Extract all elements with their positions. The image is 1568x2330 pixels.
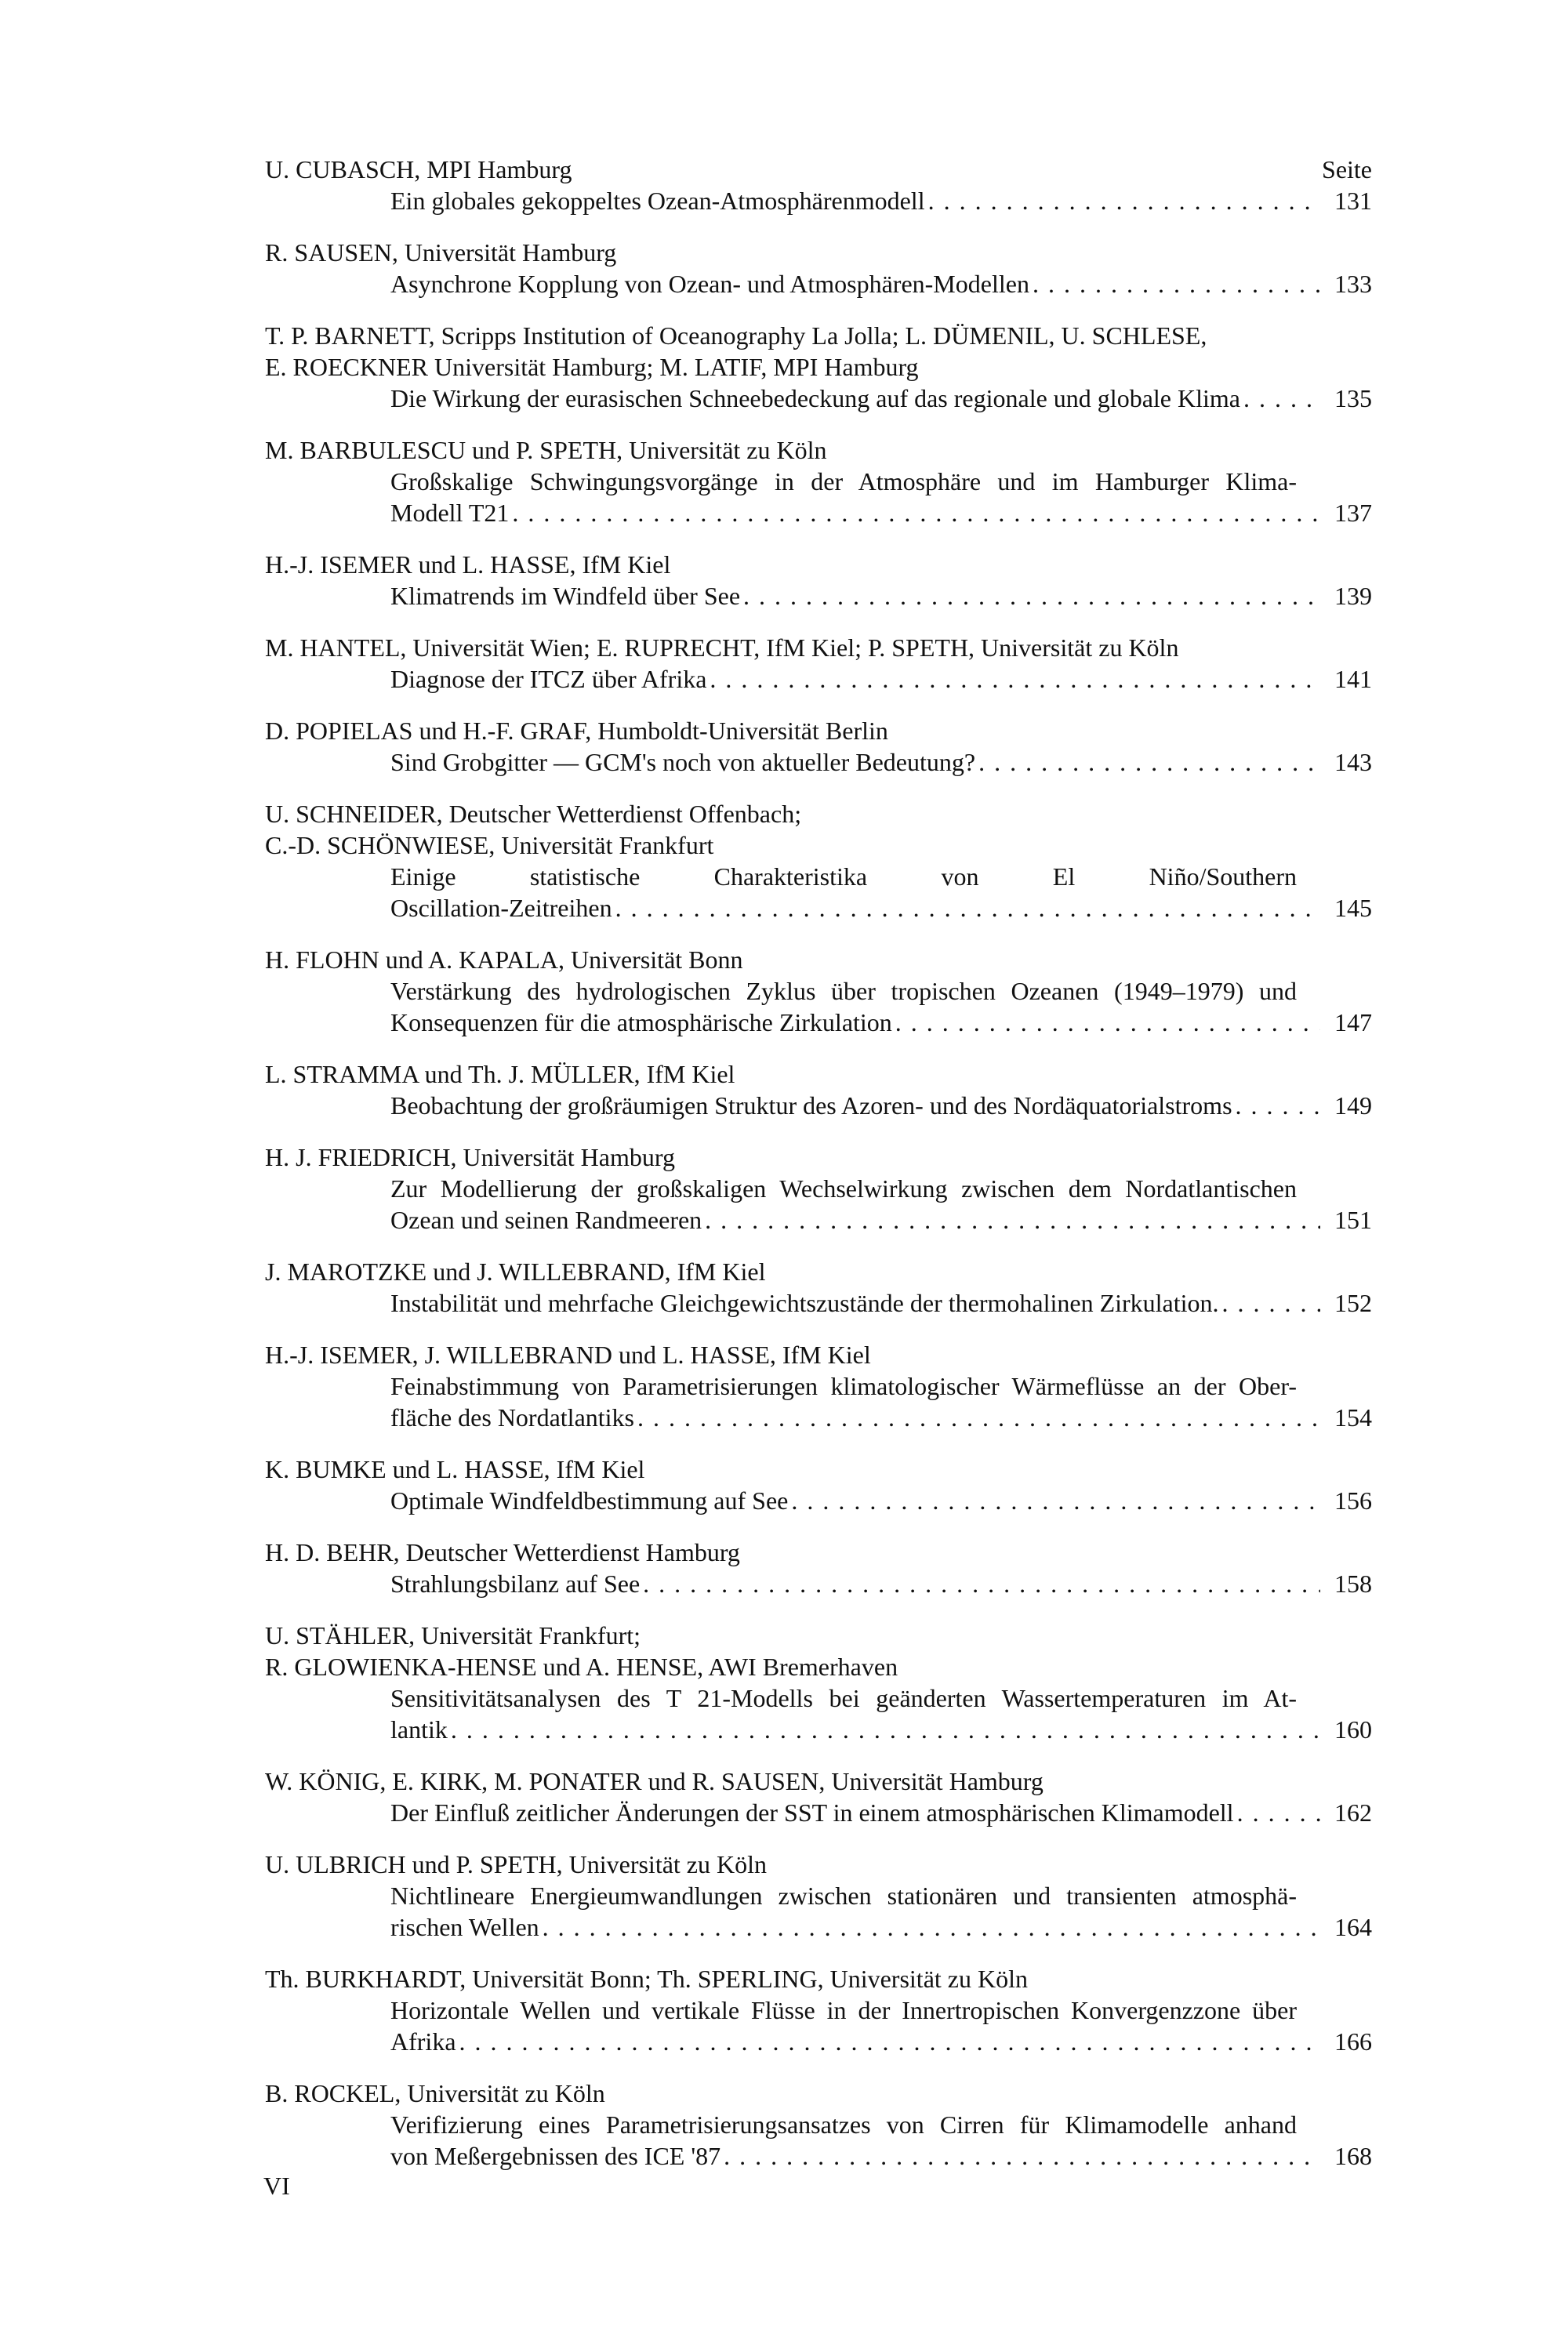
entry-title-text: Asynchrone Kopplung von Ozean- und Atmosphären-Modellen	[390, 270, 1029, 298]
entry-title-line: Horizontale Wellen und vertikale Flüsse in der Innertropischen Konvergenzzone über	[390, 1996, 1297, 2024]
toc-entry	[265, 632, 1372, 695]
page-number: VI	[263, 2172, 290, 2200]
dot-leader	[895, 1007, 1320, 1038]
entry-authors: H. J. FRIEDRICH, Universität Hamburg	[265, 1143, 675, 1171]
entry-title-text: Afrika	[390, 2027, 456, 2056]
entry-authors: E. ROECKNER Universität Hamburg; M. LATIF, MPI Hamburg	[265, 353, 919, 381]
toc-entries	[265, 154, 1372, 2172]
entry-title-last-line	[265, 1287, 1372, 1319]
entry-page-number: 152	[1334, 1289, 1372, 1317]
dot-leader	[543, 1911, 1320, 1943]
entry-page-number: 141	[1334, 665, 1372, 693]
entry-title-last-line	[265, 185, 1372, 216]
toc-entry	[265, 1849, 1372, 1943]
entry-title-line: Feinabstimmung von Parametrisierungen klimatologischer Wärmeflüsse an der Ober-	[390, 1372, 1297, 1400]
entry-title-last-line	[265, 1402, 1372, 1433]
toc-entry	[265, 1537, 1372, 1599]
toc-entry	[265, 944, 1372, 1038]
entry-authors: U. STÄHLER, Universität Frankfurt;	[265, 1621, 641, 1650]
dot-leader	[1237, 1797, 1320, 1828]
entry-title-line: Nichtlineare Energieumwandlungen zwischen stationären und transienten atmosphä-	[390, 1882, 1297, 1910]
dot-leader	[1033, 268, 1320, 299]
entry-title-text: Ein globales gekoppeltes Ozean-Atmosphärenmodell	[390, 187, 925, 215]
entry-authors: R. SAUSEN, Universität Hamburg	[265, 238, 617, 267]
entry-authors: W. KÖNIG, E. KIRK, M. PONATER und R. SAUSEN, Universität Hamburg	[265, 1767, 1044, 1795]
page-column-header: Seite	[1322, 155, 1372, 183]
entry-authors: H. D. BEHR, Deutscher Wetterdienst Hamburg	[265, 1538, 740, 1566]
dot-leader	[1243, 383, 1320, 414]
entry-title-text: Ozean und seinen Randmeeren	[390, 1206, 702, 1234]
entry-page-number: 164	[1334, 1913, 1372, 1941]
entry-title-text: Beobachtung der großräumigen Struktur des Azoren- und des Nordäquatorialstroms	[390, 1091, 1232, 1120]
entry-title-text: Optimale Windfeldbestimmung auf See	[390, 1486, 789, 1515]
entry-page-number: 147	[1334, 1008, 1372, 1036]
dot-leader	[643, 1568, 1320, 1599]
entry-authors: Th. BURKHARDT, Universität Bonn; Th. SPERLING, Universität zu Köln	[265, 1965, 1028, 1993]
toc-entry	[265, 1058, 1372, 1121]
entry-title-last-line	[265, 383, 1372, 414]
toc-entry	[265, 1454, 1372, 1516]
entry-title-text: von Meßergebnissen des ICE '87	[390, 2142, 721, 2170]
dot-leader	[1236, 1090, 1320, 1121]
dot-leader	[978, 746, 1320, 778]
entry-page-number: 158	[1334, 1570, 1372, 1598]
entry-title-line: Großskalige Schwingungsvorgänge in der Atmosphäre und im Hamburger Klima-	[390, 467, 1297, 495]
entry-title-text: Konsequenzen für die atmosphärische Zirkulation	[390, 1008, 892, 1036]
entry-page-number: 149	[1334, 1091, 1372, 1120]
entry-title-last-line	[265, 1568, 1372, 1599]
entry-title-last-line	[265, 892, 1372, 924]
entry-authors: C.-D. SCHÖNWIESE, Universität Frankfurt	[265, 831, 714, 859]
entry-title-text: Diagnose der ITCZ über Afrika	[390, 665, 707, 693]
entry-title-text: Instabilität und mehrfache Gleichgewichtszustände der thermohalinen Zirkulation.	[390, 1289, 1219, 1317]
toc-entry	[265, 434, 1372, 528]
entry-title-text: Oscillation-Zeitreihen	[390, 894, 612, 922]
entry-title-last-line	[265, 1911, 1372, 1943]
toc-entry	[265, 1256, 1372, 1319]
entry-page-number: 143	[1334, 748, 1372, 776]
dot-leader	[928, 185, 1320, 216]
entry-title-line: Sensitivitätsanalysen des T 21-Modells bei geänderten Wassertemperaturen im At-	[390, 1684, 1297, 1712]
entry-title-last-line	[265, 746, 1372, 778]
entry-title-last-line	[265, 2140, 1372, 2172]
entry-title-line: Verifizierung eines Parametrisierungsansatzes von Cirren für Klimamodelle anhand	[390, 2110, 1297, 2139]
entry-authors: L. STRAMMA und Th. J. MÜLLER, IfM Kiel	[265, 1060, 735, 1088]
entry-authors: M. HANTEL, Universität Wien; E. RUPRECHT, IfM Kiel; P. SPETH, Universität zu Köln	[265, 633, 1179, 662]
toc-entry	[265, 320, 1372, 414]
entry-authors: D. POPIELAS und H.-F. GRAF, Humboldt-Universität Berlin	[265, 717, 888, 745]
dot-leader	[637, 1402, 1320, 1433]
entry-page-number: 162	[1334, 1798, 1372, 1827]
entry-title-line: Verstärkung des hydrologischen Zyklus über tropischen Ozeanen (1949–1979) und	[390, 977, 1297, 1005]
entry-authors: R. GLOWIENKA-HENSE und A. HENSE, AWI Bremerhaven	[265, 1653, 898, 1681]
toc-entry	[265, 1339, 1372, 1433]
dot-leader	[512, 497, 1320, 528]
entry-page-number: 156	[1334, 1486, 1372, 1515]
entry-page-number: 151	[1334, 1206, 1372, 1234]
toc-entry	[265, 549, 1372, 612]
toc-entry	[265, 2078, 1372, 2172]
entry-title-last-line	[265, 663, 1372, 695]
entry-title-text: Die Wirkung der eurasischen Schneebedeckung auf das regionale und globale Klima	[390, 384, 1240, 412]
entry-title-text: Sind Grobgitter — GCM's noch von aktueller Bedeutung?	[390, 748, 976, 776]
entry-authors: U. ULBRICH und P. SPETH, Universität zu Köln	[265, 1850, 767, 1878]
dot-leader	[705, 1204, 1320, 1236]
dot-leader	[724, 2140, 1320, 2172]
entry-title-last-line	[265, 1204, 1372, 1236]
entry-title-line: Einige statistische Charakteristika von El Niño/Southern	[390, 862, 1297, 891]
dot-leader	[1222, 1287, 1320, 1319]
dot-leader	[451, 1714, 1320, 1745]
entry-authors: U. CUBASCH, MPI Hamburg	[265, 155, 572, 183]
entry-authors: J. MAROTZKE und J. WILLEBRAND, IfM Kiel	[265, 1258, 766, 1286]
toc-entry	[265, 154, 1372, 216]
entry-title-last-line	[265, 497, 1372, 528]
table-of-contents	[265, 154, 1372, 2192]
toc-entry	[265, 1766, 1372, 1828]
dot-leader	[743, 580, 1320, 612]
entry-title-last-line	[265, 1797, 1372, 1828]
entry-title-last-line	[265, 1714, 1372, 1745]
entry-authors: M. BARBULESCU und P. SPETH, Universität zu Köln	[265, 436, 827, 464]
entry-page-number: 133	[1334, 270, 1372, 298]
dot-leader	[710, 663, 1320, 695]
entry-page-number: 131	[1334, 187, 1372, 215]
toc-entry	[265, 715, 1372, 778]
entry-title-last-line	[265, 268, 1372, 299]
entry-authors: U. SCHNEIDER, Deutscher Wetterdienst Offenbach;	[265, 800, 802, 828]
entry-page-number: 139	[1334, 582, 1372, 610]
entry-authors: B. ROCKEL, Universität zu Köln	[265, 2079, 605, 2107]
entry-page-number: 145	[1334, 894, 1372, 922]
entry-title-text: Klimatrends im Windfeld über See	[390, 582, 741, 610]
entry-page-number: 135	[1334, 384, 1372, 412]
toc-entry	[265, 1141, 1372, 1236]
entry-title-last-line	[265, 2026, 1372, 2057]
entry-page-number: 168	[1334, 2142, 1372, 2170]
entry-authors: T. P. BARNETT, Scripps Institution of Oceanography La Jolla; L. DÜMENIL, U. SCHLESE,	[265, 321, 1207, 350]
toc-entry	[265, 1963, 1372, 2057]
entry-title-text: Der Einfluß zeitlicher Änderungen der SST in einem atmosphärischen Klimamodell	[390, 1798, 1234, 1827]
toc-entry	[265, 237, 1372, 299]
entry-title-text: lantik	[390, 1715, 448, 1744]
entry-title-last-line	[265, 1007, 1372, 1038]
toc-entry	[265, 1620, 1372, 1745]
dot-leader	[459, 2026, 1320, 2057]
entry-page-number: 154	[1334, 1403, 1372, 1432]
entry-title-text: rischen Wellen	[390, 1913, 539, 1941]
entry-authors: H. FLOHN und A. KAPALA, Universität Bonn	[265, 945, 743, 974]
entry-page-number: 137	[1334, 499, 1372, 527]
entry-authors: K. BUMKE und L. HASSE, IfM Kiel	[265, 1455, 645, 1483]
entry-authors: H.-J. ISEMER und L. HASSE, IfM Kiel	[265, 550, 671, 579]
entry-page-number: 160	[1334, 1715, 1372, 1744]
entry-page-number: 166	[1334, 2027, 1372, 2056]
entry-title-line: Zur Modellierung der großskaligen Wechselwirkung zwischen dem Nordatlantischen	[390, 1174, 1297, 1203]
entry-title-last-line	[265, 1485, 1372, 1516]
dot-leader	[791, 1485, 1320, 1516]
dot-leader	[615, 892, 1320, 924]
toc-entry	[265, 798, 1372, 924]
entry-title-last-line	[265, 580, 1372, 612]
entry-authors: H.-J. ISEMER, J. WILLEBRAND und L. HASSE, IfM Kiel	[265, 1341, 871, 1369]
entry-title-text: Modell T21	[390, 499, 510, 527]
entry-title-text: Strahlungsbilanz auf See	[390, 1570, 641, 1598]
entry-title-text: fläche des Nordatlantiks	[390, 1403, 634, 1432]
entry-title-last-line	[265, 1090, 1372, 1121]
